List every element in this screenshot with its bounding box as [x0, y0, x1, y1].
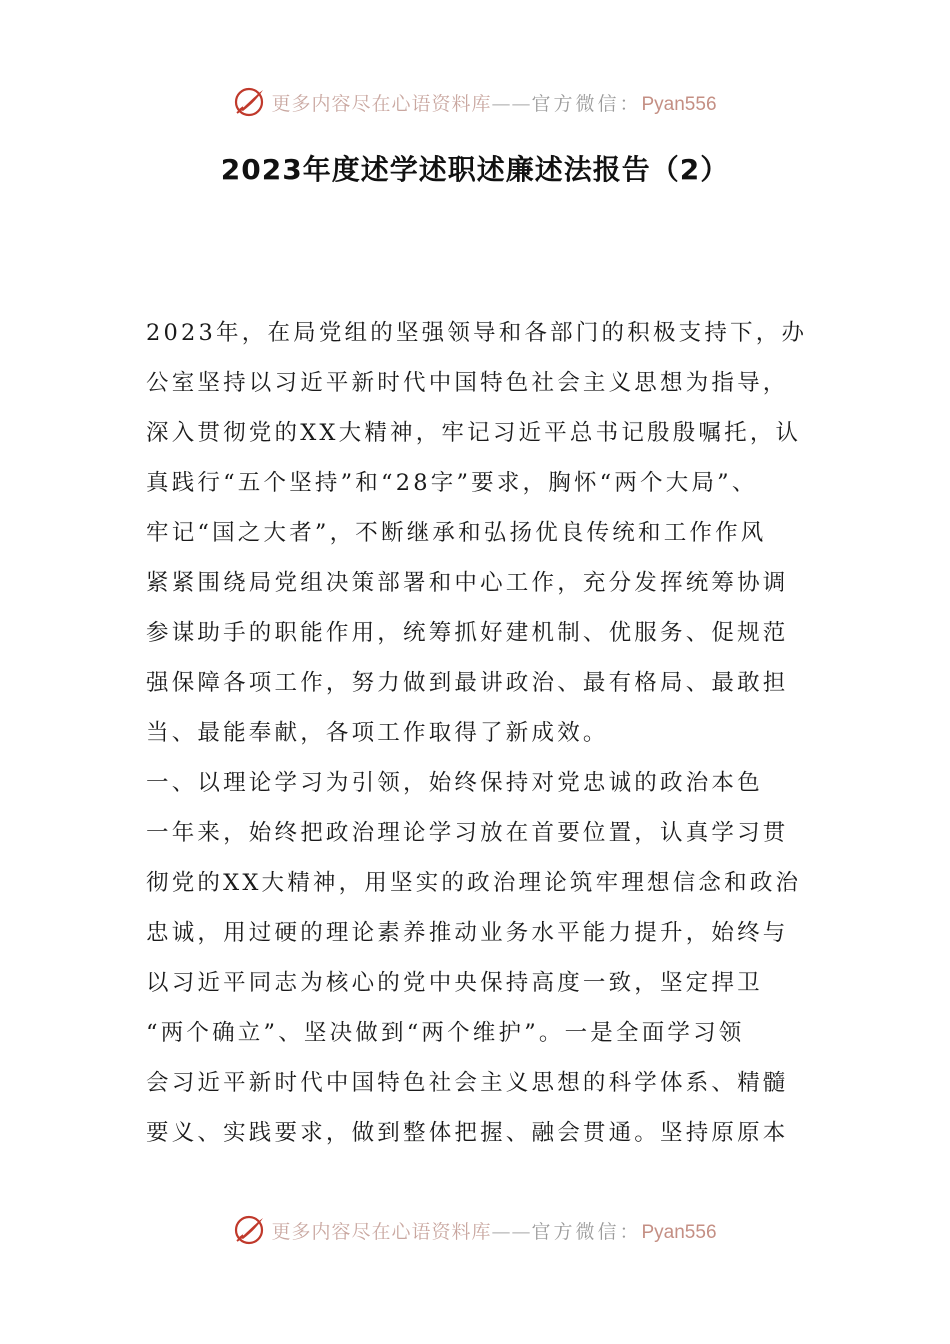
footer-watermark — [0, 1210, 950, 1250]
header-watermark — [0, 82, 950, 122]
watermark-text — [271, 89, 716, 116]
watermark-wechat-id: Pyan556 — [641, 1221, 717, 1243]
watermark-sub: 官方微信： — [531, 92, 642, 115]
body-line: 彻党的XX大精神，用坚实的政治理论筑牢理想信念和政治 — [146, 870, 802, 896]
body-line: 深入贯彻党的XX大精神，牢记习近平总书记殷殷嘱托，认 — [146, 420, 802, 446]
quill-logo-icon — [233, 1213, 267, 1247]
body-line: 2023年，在局党组的坚强领导和各部门的积极支持下，办 — [146, 320, 808, 346]
body-line: 忠诚，用过硬的理论素养推动业务水平能力提升，始终与 — [146, 920, 789, 946]
watermark-wechat-id: Pyan556 — [641, 93, 717, 115]
body-line: 牢记“国之大者”，不断继承和弘扬优良传统和工作作风 — [146, 520, 767, 546]
watermark-sub: 官方微信： — [531, 1220, 642, 1243]
body-line: 要义、实践要求，做到整体把握、融会贯通。坚持原原本 — [146, 1120, 789, 1146]
quill-logo-icon — [233, 85, 267, 119]
watermark-dash: —— — [491, 92, 532, 115]
body-line: 紧紧围绕局党组决策部署和中心工作，充分发挥统筹协调 — [146, 570, 789, 596]
body-line: 以习近平同志为核心的党中央保持高度一致，坚定捍卫 — [146, 970, 763, 996]
document-body — [146, 308, 826, 1158]
body-line: 当、最能奉献，各项工作取得了新成效。 — [146, 720, 609, 746]
watermark-main: 更多内容尽在心语资料库 — [271, 1220, 492, 1243]
body-line: 真践行“五个坚持”和“28字”要求，胸怀“两个大局”、 — [146, 470, 758, 496]
watermark-main: 更多内容尽在心语资料库 — [271, 92, 492, 115]
document-title: 2023年度述学述职述廉述法报告（2） — [220, 153, 730, 186]
body-line: 参谋助手的职能作用，统筹抓好建机制、优服务、促规范 — [146, 620, 789, 646]
body-line: 一年来，始终把政治理论学习放在首要位置，认真学习贯 — [146, 820, 789, 846]
body-line: 强保障各项工作，努力做到最讲政治、最有格局、最敢担 — [146, 670, 789, 696]
body-line: 会习近平新时代中国特色社会主义思想的科学体系、精髓 — [146, 1070, 789, 1096]
body-line: “两个确立”、坚决做到“两个维护”。一是全面学习领 — [146, 1020, 745, 1046]
watermark-dash: —— — [491, 1220, 532, 1243]
body-line: 公室坚持以习近平新时代中国特色社会主义思想为指导， — [146, 370, 789, 396]
section-heading: 一、以理论学习为引领，始终保持对党忠诚的政治本色 — [146, 770, 763, 796]
watermark-text — [271, 1217, 716, 1244]
